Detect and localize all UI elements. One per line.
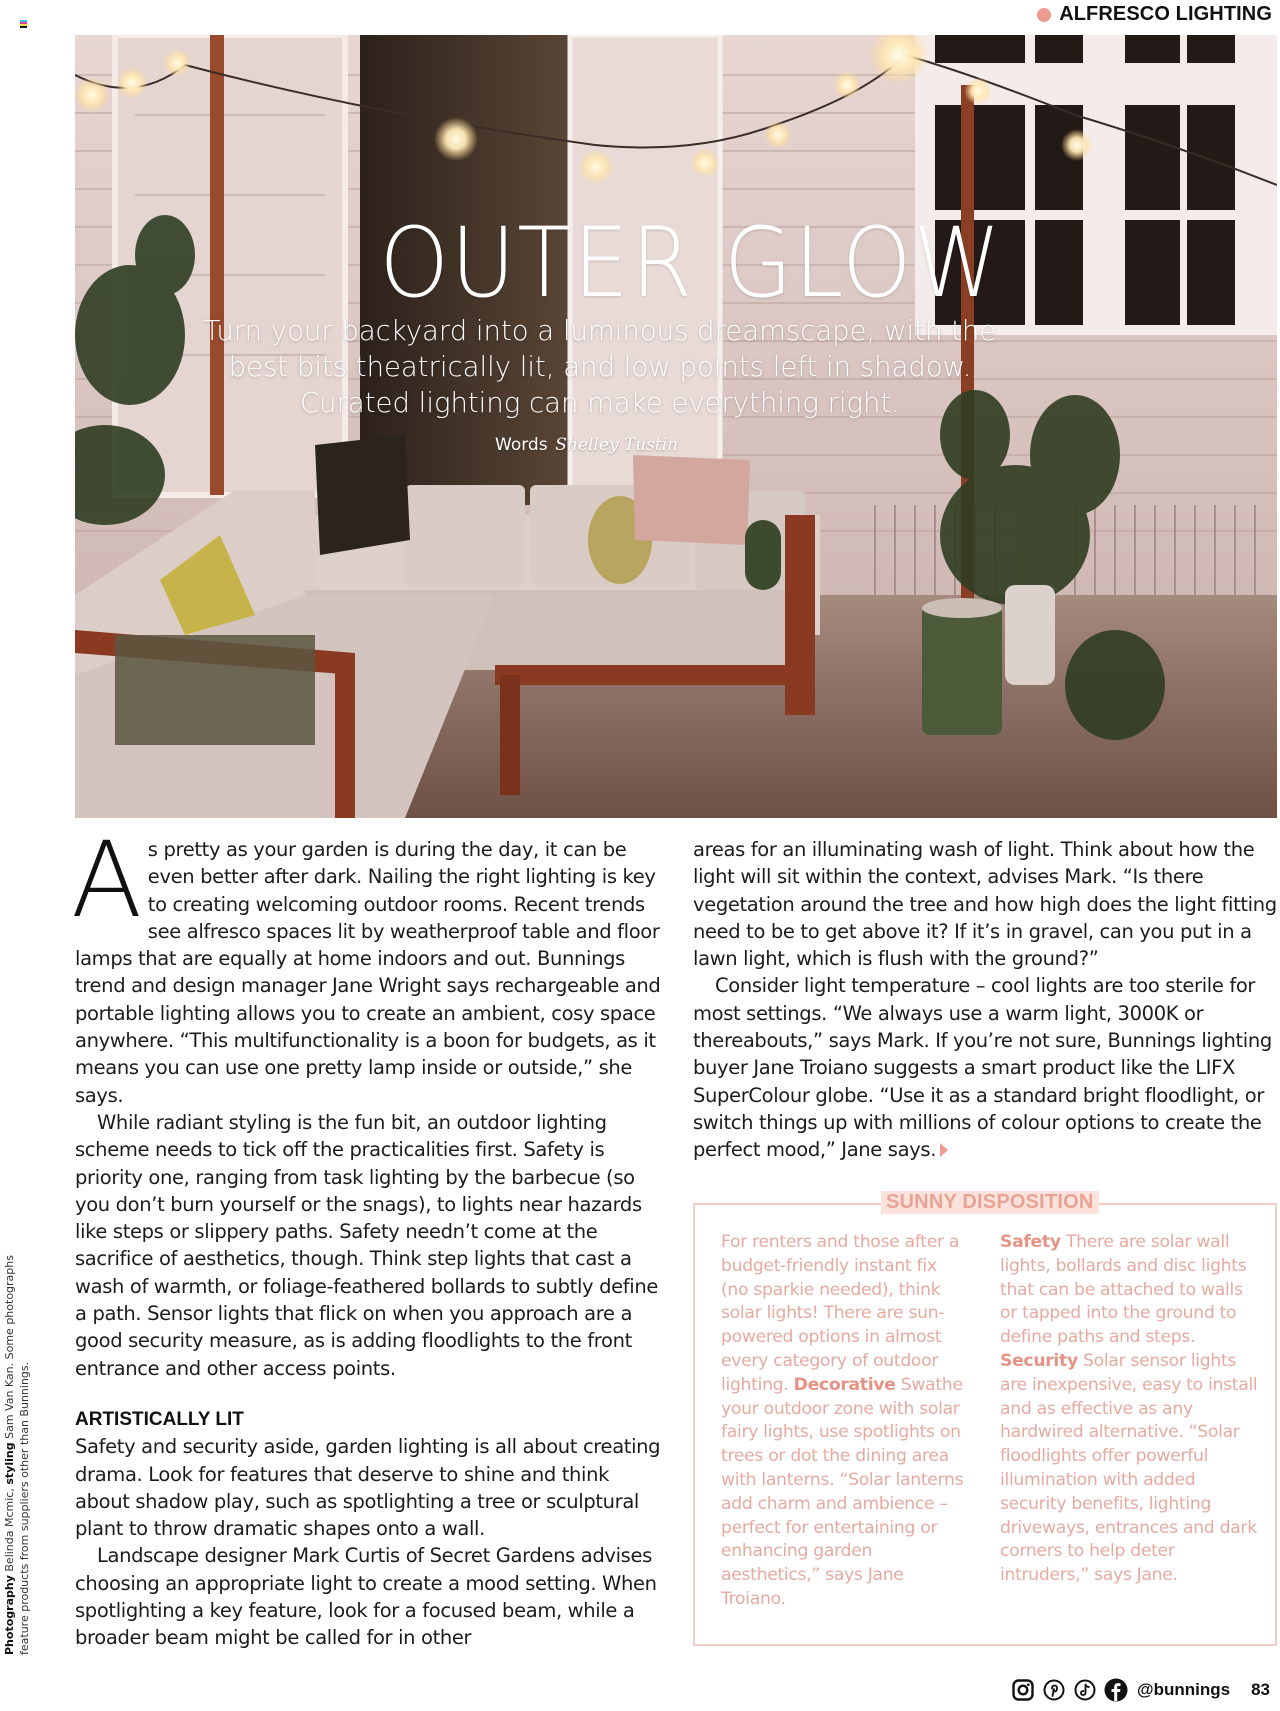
sidebar-item-text: There are solar wall lights, bollards and disc lights that can be attached to walls or tapped into the ground to define paths and steps. [1000, 1232, 1247, 1348]
sidebar-column-left [721, 1231, 966, 1612]
article-paragraph [693, 972, 1280, 1163]
paragraph-text: Consider light temperature – cool lights are too sterile for most settings. “We always use a warm light, 3000K or thereabouts,” says Mark. If you’re not sure, Bunnings lighting buyer Jane Troiano suggests a smart product like the LIFX SuperColour globe. “Use it as a standard bright floodlight, or switch things up with millions of colour options to create the perfect mood,” Jane says. [693, 974, 1272, 1162]
paragraph-text: s pretty as your garden is during the day, it can be even better after dark. Nailing the right lighting is key to creating welcoming outdoor rooms. Recent trends see alfresco spaces lit by weatherproof table and floor lamps that are equally at home indoors and out. Bunnings trend and design manager Jane Wright says rechargeable and portable lighting allows you to create an ambient, cosy space anywhere. “This multifunctionality is a boon for budgets, as it means you can use one pretty lamp inside or outside,” she says. [75, 838, 661, 1107]
credit-styling-name: Sam Van Kan. Some photographs feature products from suppliers other than Bunnings. [3, 1255, 31, 1655]
article-column-left [71, 819, 663, 1652]
article-paragraph: Landscape designer Mark Curtis of Secret Gardens advises choosing an appropriate light to create a mood setting. When spotlighting a key feature, look for a focused beam, while a broader beam might be called for in other [75, 1544, 657, 1650]
section-tag [1037, 3, 1272, 26]
sidebar-intro: For renters and those after a budget-friendly instant fix (no sparkie needed), think solar lights! There are sun-powered options in almost every category of outdoor lighting. [721, 1232, 960, 1395]
hero-photo [75, 35, 1277, 818]
page-footer [1011, 1678, 1270, 1702]
print-registration-mark [20, 20, 27, 28]
sidebar-item-label: Safety [1000, 1232, 1061, 1252]
hero-title: OUTER GLOW [379, 207, 1003, 319]
tiktok-icon[interactable] [1073, 1678, 1097, 1702]
credit-photography-name: Belinda Mcmic, [3, 1488, 16, 1572]
credit-photography-label: Photography [3, 1575, 16, 1655]
sidebar-column-right [1000, 1231, 1260, 1588]
byline [495, 435, 678, 455]
credit-styling-label: styling [3, 1442, 16, 1485]
instagram-icon[interactable] [1011, 1678, 1035, 1702]
hero-standfirst: Turn your backyard into a luminous dreamscape, with the best bits theatrically lit, and low points left in shadow. Curated lighting can make everything right. [203, 315, 997, 419]
byline-label: Words [495, 435, 548, 455]
section-dot-icon [1037, 8, 1051, 22]
article-paragraph: While radiant styling is the fun bit, an outdoor lighting scheme needs to tick off the practicalities first. Safety is priority one, ranging from task lighting by the barbecue (so you don’t burn yourself or the snags), to lights near hazards like steps or slippery paths. Safety needn’t come at the sacrifice of aesthetics, though. Think step lights that cast a wash of warmth, or foliage-feathered bollards to subtly define a path. Sensor lights that flick on when you approach are a good security measure, as is adding floodlights to the front entrance and other access points. [75, 1110, 658, 1380]
end-of-article-icon [940, 1143, 948, 1157]
sidebar-title: SUNNY DISPOSITION [881, 1191, 1099, 1214]
sidebar-item-label: Decorative [793, 1374, 896, 1395]
section-label: ALFRESCO LIGHTING [1059, 3, 1272, 25]
pinterest-icon[interactable] [1042, 1678, 1066, 1702]
dropcap: A [71, 819, 142, 941]
facebook-icon[interactable] [1104, 1678, 1128, 1702]
hero-photo-illustration [75, 35, 1277, 818]
photo-credit [2, 1255, 32, 1655]
sidebar-item-label: Security [1000, 1350, 1078, 1371]
article-paragraph [71, 819, 663, 1109]
sidebar-box [693, 1191, 1277, 1646]
article-column-right [693, 836, 1280, 1164]
page-number: 83 [1251, 1680, 1270, 1699]
sidebar-item-text: Solar sensor lights are inexpensive, easy to install and as effective as any hardwired alternative. “Solar floodlights offer powerful illumination with added security benefits, lighting driveways, entrances and dark corners to help deter intruders,” says Jane. [1000, 1350, 1258, 1586]
article-paragraph: areas for an illuminating wash of light. Think about how the light will sit within the context, advises Mark. “Is there vegetation around the tree and how high does the light fitting need to be to get above it? If it’s in gravel, can you put in a lawn light, which is flush with the ground?” [693, 838, 1277, 971]
social-handle[interactable]: @bunnings [1137, 1680, 1231, 1699]
sidebar-item-text: Swathe your outdoor zone with solar fairy lights, use spotlights on trees or dot the dining area with lanterns. “Solar lanterns add charm and ambience – perfect for entertaining or enhancing garden aesthetics,” says Jane Troiano. [721, 1374, 964, 1609]
subheading: ARTISTICALLY LIT [75, 1408, 244, 1430]
article-paragraph: Safety and security aside, garden lighting is all about creating drama. Look for features that deserve to shine and think about shadow play, such as spotlighting a tree or sculptural plant to throw dramatic shapes onto a wall. [75, 1435, 661, 1541]
byline-author: Shelley Tustin [555, 435, 679, 455]
